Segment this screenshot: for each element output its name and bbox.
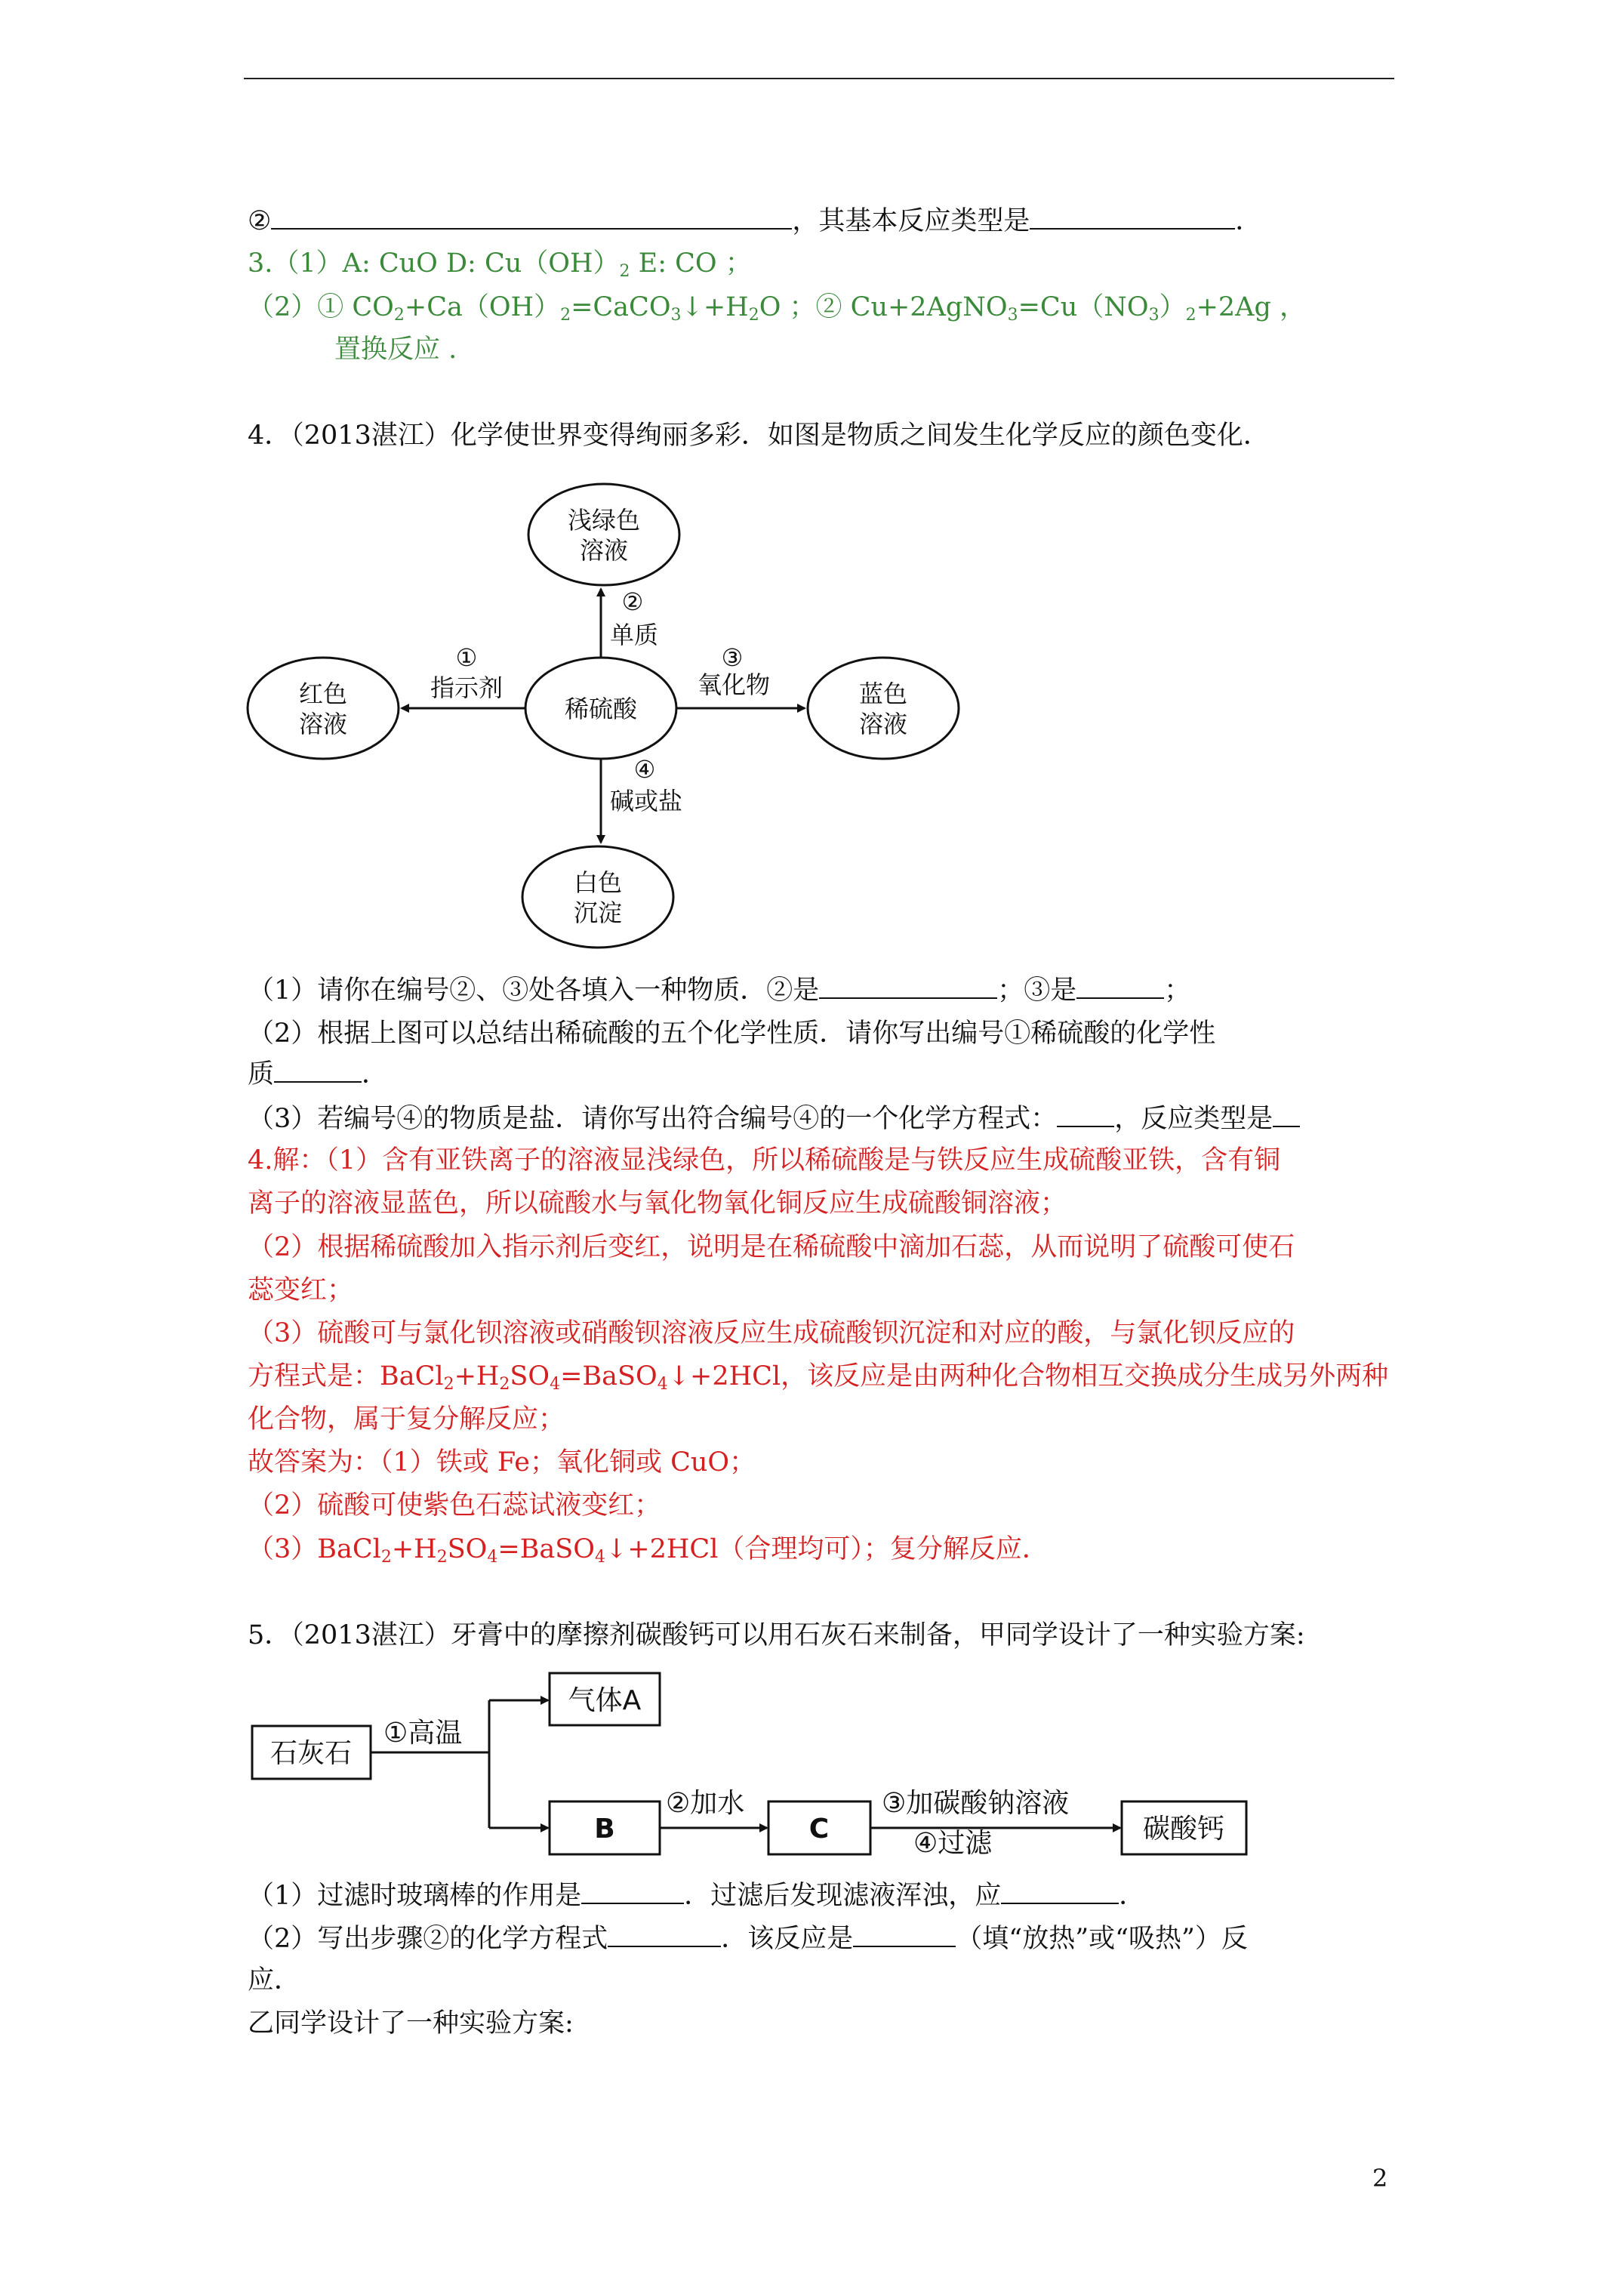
- right-node-l1: 蓝色: [858, 680, 908, 708]
- q4-sub3: （3）若编号④的物质是盐．请你写出符合编号④的一个化学方程式： ，反应类型是: [248, 1100, 1300, 1136]
- left-node-l2: 溶液: [298, 710, 348, 738]
- q4-sol-final: $(3)BaCl_2+H_2SO_4=BaSO_4↓+2HCl$（合理均可）；复分解反应．: [248, 1534, 1049, 1567]
- top-ellipse: [528, 484, 679, 585]
- label-1-text: 指示剂: [430, 673, 504, 702]
- answer3-line3: 置换反应 .: [334, 334, 457, 365]
- flow-b-label: B: [594, 1814, 615, 1845]
- label-3-text: 氧化物: [697, 670, 771, 699]
- q4-sol-line5: （3）硫酸可与氯化钡溶液或硝酸钡溶液反应生成硫酸钡沉淀和对应的酸，与氯化钡反应的: [248, 1318, 1295, 1348]
- answer-blank: [274, 1056, 362, 1083]
- header-rule: [244, 78, 1394, 79]
- answer-blank: [1057, 1100, 1114, 1127]
- flow-start-label: 石灰石: [269, 1738, 353, 1769]
- label-4-num: ④: [633, 755, 656, 784]
- q4-sol-line2: 离子的溶液显蓝色，所以硫酸水与氧化物氧化铜反应生成硫酸铜溶液；: [248, 1188, 1067, 1219]
- bottom-node-l2: 沉淀: [573, 898, 623, 927]
- answer3-line1: 3.（1）A: CuO D: $Cu(OH)_2$ E: CO ；: [248, 248, 752, 281]
- q5-stem: 5．（2013湛江）牙膏中的摩擦剂碳酸钙可以用石灰石来制备，甲同学设计了一种实验方案:: [248, 1620, 1305, 1650]
- answer-blank: [1076, 972, 1164, 999]
- answer-blank: [1030, 202, 1235, 230]
- q4-sol-line9: （2）硫酸可使紫色石蕊试液变红；: [248, 1490, 661, 1521]
- left-node-l1: 红色: [298, 680, 348, 708]
- flow-step1: ①高温: [383, 1718, 463, 1749]
- flow-step4: ④过滤: [913, 1828, 993, 1857]
- answer-blank: [819, 972, 997, 999]
- bottom-node-l1: 白色: [573, 868, 623, 897]
- flow-step3: ③加碳酸钠溶液: [882, 1788, 1070, 1819]
- flow-step2: ②加水: [666, 1788, 745, 1819]
- q4-stem: 4．（2013湛江）化学使世界变得绚丽多彩．如图是物质之间发生化学反应的颜色变化．: [248, 421, 1270, 451]
- top-node-l1: 浅绿色: [567, 506, 641, 535]
- label-4-text: 碱或盐: [609, 787, 683, 815]
- flow-end-label: 碳酸钙: [1142, 1814, 1225, 1845]
- answer-blank: [1001, 1877, 1119, 1904]
- q5-sub1: （1）过滤时玻璃棒的作用是 ．过滤后发现滤液浑浊，应 ．: [248, 1877, 1145, 1913]
- q5-sub2: （2）写出步骤②的化学方程式 ．该反应是 （填“放热”或“吸热”）反: [248, 1920, 1248, 1956]
- page-number: 2: [1372, 2164, 1388, 2193]
- top-node-l2: 溶液: [579, 536, 629, 565]
- left-ellipse: [248, 658, 399, 759]
- q5-flow-diagram: [242, 1661, 1298, 1857]
- label-2-num: ②: [621, 587, 644, 616]
- q4-sol-line8: 故答案为：（1）铁或 Fe；氧化铜或 CuO；: [248, 1447, 756, 1478]
- label-3-num: ③: [721, 643, 744, 672]
- flow-c-label: C: [808, 1814, 830, 1845]
- label-2-text: 单质: [609, 621, 659, 649]
- q4-sub2-line1: （2）根据上图可以总结出稀硫酸的五个化学性质．请你写出编号①稀硫酸的化学性: [248, 1019, 1216, 1049]
- q4-sol-line7: 化合物，属于复分解反应；: [248, 1404, 565, 1435]
- q4-sol-line3: （2）根据稀硫酸加入指示剂后变红，说明是在稀硫酸中滴加石蕊，从而说明了硫酸可使石: [248, 1232, 1295, 1262]
- answer-blank: [271, 202, 792, 230]
- q5-sub2-line2: 应．: [248, 1965, 301, 1996]
- q5-next-scheme: 乙同学设计了一种实验方案:: [248, 2008, 574, 2039]
- q4-sub1: （1）请你在编号②、③处各填入一种物质．②是 ；③是 ；: [248, 972, 1190, 1008]
- answer3-line2: （2）① $CO_2+Ca(OH)_2=CaCO_3↓+H_2O$ ；② $Cu+2AgNO_3=Cu(NO_3)_2+2Ag$ ，: [248, 292, 1306, 325]
- q3-circled-2: ②: [248, 206, 272, 236]
- q4-sub2-line2: 质 ．: [248, 1056, 388, 1092]
- answer-blank: [581, 1877, 684, 1904]
- flow-gas-label: 气体A: [568, 1685, 642, 1716]
- answer-blank: [1273, 1100, 1300, 1127]
- q4-sol-line4: 蕊变红；: [248, 1275, 354, 1305]
- right-node-l2: 溶液: [858, 710, 908, 738]
- q3-tail-line: ② ，其基本反应类型是 ．: [248, 202, 1261, 239]
- bottom-ellipse: [522, 846, 673, 948]
- right-ellipse: [808, 658, 959, 759]
- q4-reaction-diagram: [242, 468, 966, 966]
- label-1-num: ①: [455, 643, 478, 672]
- center-node: 稀硫酸: [564, 695, 638, 723]
- q4-sol-line1: 4.解：（1）含有亚铁离子的溶液显浅绿色，所以稀硫酸是与铁反应生成硫酸亚铁，含有铜: [248, 1145, 1281, 1176]
- q4-sol-equation: 方程式是：$BaCl_2+H_2SO_4=BaSO_4↓+2HCl$，该反应是由两种化合物相互交换成分生成另外两种: [248, 1361, 1389, 1394]
- answer-blank: [608, 1920, 721, 1947]
- answer-blank: [853, 1920, 956, 1947]
